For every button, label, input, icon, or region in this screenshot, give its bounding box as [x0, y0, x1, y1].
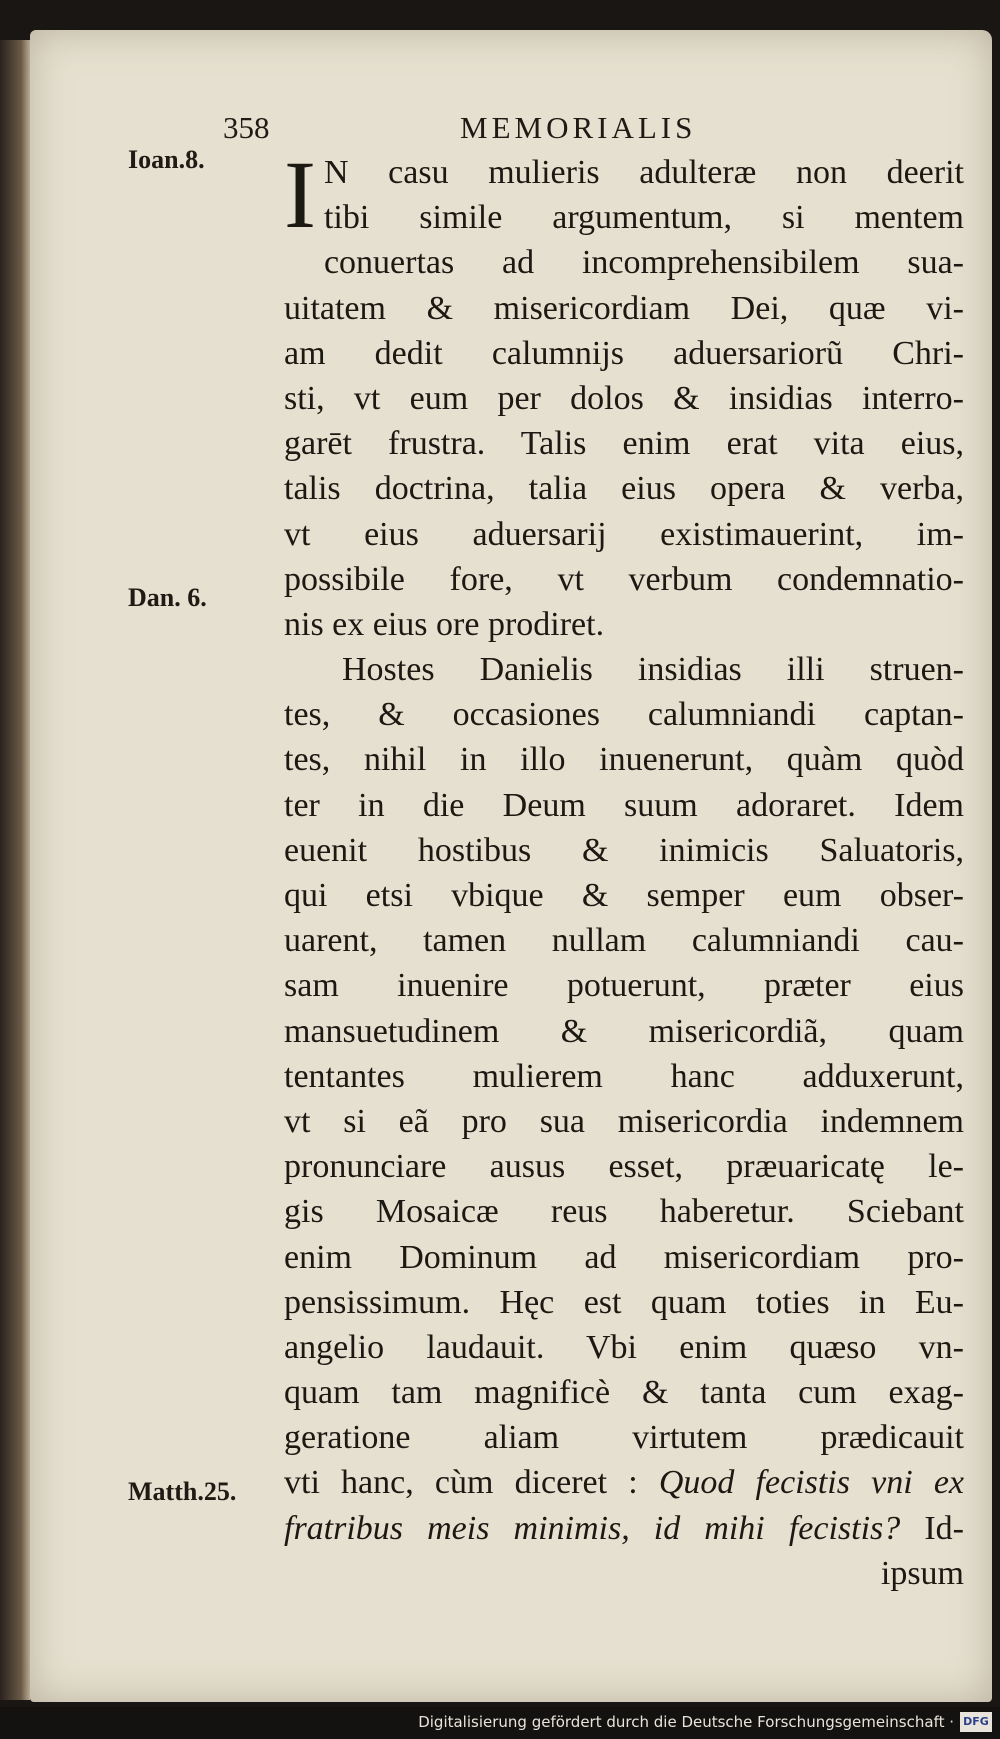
margin-note-dan: Dan. 6. — [128, 583, 207, 612]
text-line: angelio laudauit. Vbi enim quæso vn- — [284, 1328, 964, 1366]
scripture-quote: fratribus meis minimis, id mihi fecistis? — [284, 1509, 901, 1547]
text-line: vt eius aduersarij existimauerint, im- — [284, 515, 964, 553]
margin-note-ioan: Ioan.8. — [128, 145, 205, 174]
text-line: N casu mulieris adulteræ non deerit — [323, 154, 964, 191]
text-line: sti, vt eum per dolos & insidias interro- — [284, 379, 964, 417]
page-edge — [0, 40, 30, 1700]
footer-credit: Digitalisierung gefördert durch die Deutsche Forschungsgemeinschaft · — [418, 1713, 954, 1731]
text-line-quote-end — [284, 1506, 964, 1551]
drop-cap: I — [284, 141, 316, 248]
text-line: pronunciare ausus esset, præuaricatę le- — [284, 1148, 964, 1186]
text-line: nis ex eius ore prodiret. — [284, 605, 605, 643]
text-line: geratione aliam virtutem prædicauit — [284, 1419, 964, 1457]
text-line: mansuetudinem & misericordiã, quam — [284, 1012, 964, 1050]
text-line: garēt frustra. Talis enim erat vita eius, — [284, 425, 964, 463]
text-line: talis doctrina, talia eius opera & verba, — [284, 470, 964, 508]
text-line: possibile fore, vt verbum condemnatio- — [284, 560, 964, 598]
text-line: tes, nihil in illo inuenerunt, quàm quòd — [284, 741, 964, 779]
text-line: pensissimum. Hęc est quam toties in Eu- — [284, 1283, 964, 1321]
book-page — [30, 30, 992, 1702]
text-line: am dedit calumnijs aduersariorũ Chri- — [284, 334, 964, 372]
text-line: Hostes Danielis insidias illi struen- — [342, 651, 964, 689]
text-line-quote-start — [284, 1460, 964, 1505]
text-line: vt si eã pro sua misericordia indemnem — [284, 1102, 964, 1140]
text-line: conuertas ad incomprehensibilem sua- — [323, 244, 964, 282]
page-number: 358 — [223, 110, 270, 145]
catchword: ipsum — [880, 1554, 964, 1592]
text-line: qui etsi vbique & semper eum obser- — [284, 877, 964, 914]
digitization-footer — [0, 1707, 1000, 1739]
text-line: tentantes mulierem hanc adduxerunt, — [284, 1057, 964, 1095]
text-line: ter in die Deum suum adoraret. Idem — [284, 786, 964, 824]
text-span: vti hanc, cùm diceret : — [284, 1464, 659, 1502]
text-line: gis Mosaicæ reus haberetur. Sciebant — [284, 1193, 964, 1231]
scripture-quote: Quod fecistis vni ex — [658, 1464, 964, 1502]
running-title: MEMORIALIS — [460, 110, 697, 145]
text-line: enim Dominum ad misericordiam pro- — [284, 1238, 964, 1276]
body-text — [284, 141, 964, 1596]
text-line: quam tam magnificè & tanta cum exag- — [284, 1374, 964, 1412]
margin-note-matth: Matth.25. — [128, 1477, 237, 1506]
text-span: Id- — [900, 1509, 964, 1547]
text-line: tibi simile argumentum, si mentem — [323, 199, 964, 237]
text-line: tes, & occasiones calumniandi captan- — [284, 696, 964, 734]
text-line: uitatem & misericordiam Dei, quæ vi- — [284, 289, 964, 327]
text-line: euenit hostibus & inimicis Saluatoris, — [284, 831, 964, 869]
dfg-logo: DFG — [960, 1712, 992, 1732]
text-line: uarent, tamen nullam calumniandi cau- — [284, 922, 964, 960]
text-line: sam inuenire potuerunt, præter eius — [284, 967, 964, 1005]
